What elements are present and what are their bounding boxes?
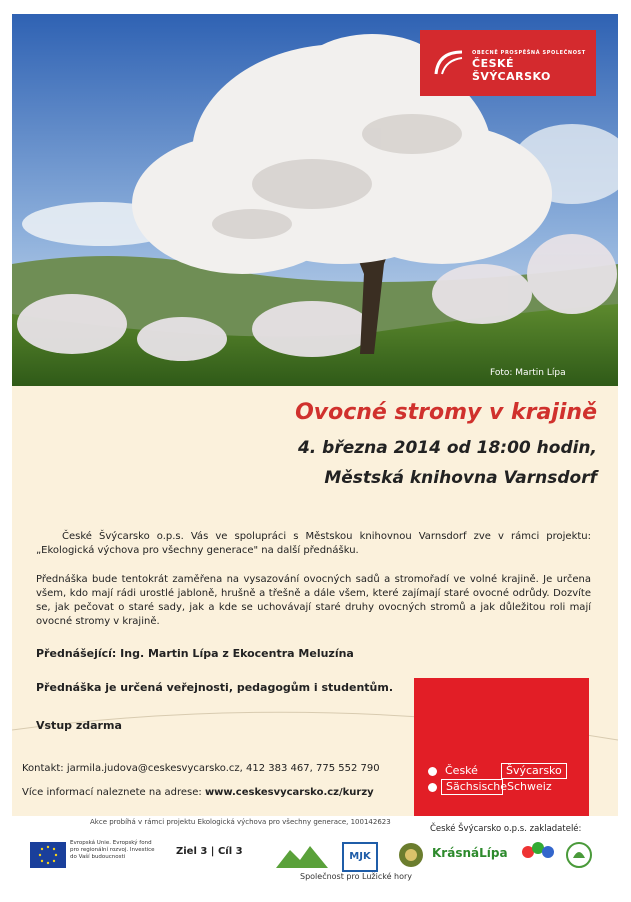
event-venue: Městská knihovna Varnsdorf [324, 468, 597, 488]
event-title: Ovocné stromy v krajině [295, 400, 597, 425]
founders-label: České Švýcarsko o.p.s. zakladatelé: [430, 824, 582, 834]
more-info-link[interactable]: www.ceskesvycarsko.cz/kurzy [204, 787, 374, 798]
green-circle-logo-icon [566, 842, 592, 868]
brand-block [414, 678, 589, 816]
round-emblem-icon [398, 842, 424, 868]
partner-caption: Společnost pro Lužické hory [300, 872, 413, 881]
project-note: Akce probíhá v rámci projektu Ekologická výchova pro všechny generace, 100142623 [90, 818, 391, 826]
event-date: 4. března 2014 od 18:00 hodin, [297, 438, 597, 458]
brand-de-1: Sächsische [441, 779, 503, 795]
brand-de-2: Schweiz [507, 780, 552, 793]
lecturer-line: Přednášející: Ing. Martin Lípa z Ekocentra Meluzína [36, 647, 354, 660]
logo-subtitle: OBECNĚ PROSPĚŠNÁ SPOLEČNOST [472, 50, 586, 56]
entry-line: Vstup zdarma [36, 719, 122, 732]
bullet-dot [428, 767, 437, 776]
arch-logo-icon [434, 48, 466, 78]
photo-credit: Foto: Martin Lípa [490, 368, 566, 378]
brand-labels [428, 763, 567, 795]
organization-logo [420, 30, 596, 96]
audience-line: Přednáška je určená veřejnosti, pedagogům i studentům. [36, 681, 394, 694]
bullet-dot [428, 783, 437, 792]
description-paragraph: Přednáška bude tentokrát zaměřena na vysazování ovocných sadů a stromořadí ve volné krajině. Je určena všem, kdo mají rádi urostlé jabloně, hrušně a třešně a dále všem, které zajímají staré ovocné odrůdy. Dozvíte se, jak pečovat o staré sady, jak a kde se uchovávají staré druhy ovocných stromů a jak důležitou roli mají ovocné stromy v krajině. [36, 574, 591, 627]
krasna-lipa-logo: KrásnáLípa [432, 846, 508, 860]
partner-logos [0, 832, 631, 902]
mjk-logo: MJK [342, 842, 378, 872]
eu-flag-icon [30, 842, 66, 868]
brand-cz-2: Švýcarsko [501, 763, 567, 779]
eu-funding-text: Evropská Unie. Evropský fond pro regionální rozvoj. Investice do Vaší budoucnosti [70, 840, 155, 860]
more-info-line [22, 787, 374, 798]
contact-line: Kontakt: jarmila.judova@ceskesvycarsko.cz, 412 383 467, 775 552 790 [22, 763, 380, 774]
brand-cz-1: České [445, 764, 478, 777]
ziel3-logo: Ziel 3 | Cíl 3 [176, 846, 243, 857]
logo-title: ČESKÉ ŠVÝCARSKO [472, 57, 551, 83]
more-info-prefix: Více informací naleznete na adrese: [22, 787, 205, 798]
landscape-logo-icon [276, 840, 328, 868]
intro-paragraph: České Švýcarsko o.p.s. Vás ve spolupráci s Městskou knihovnou Varnsdorf zve v rámci projektu: „Ekologická výchova pro všechny generace" na další přednášku. [36, 531, 591, 556]
brana-logo-icon [520, 840, 556, 870]
